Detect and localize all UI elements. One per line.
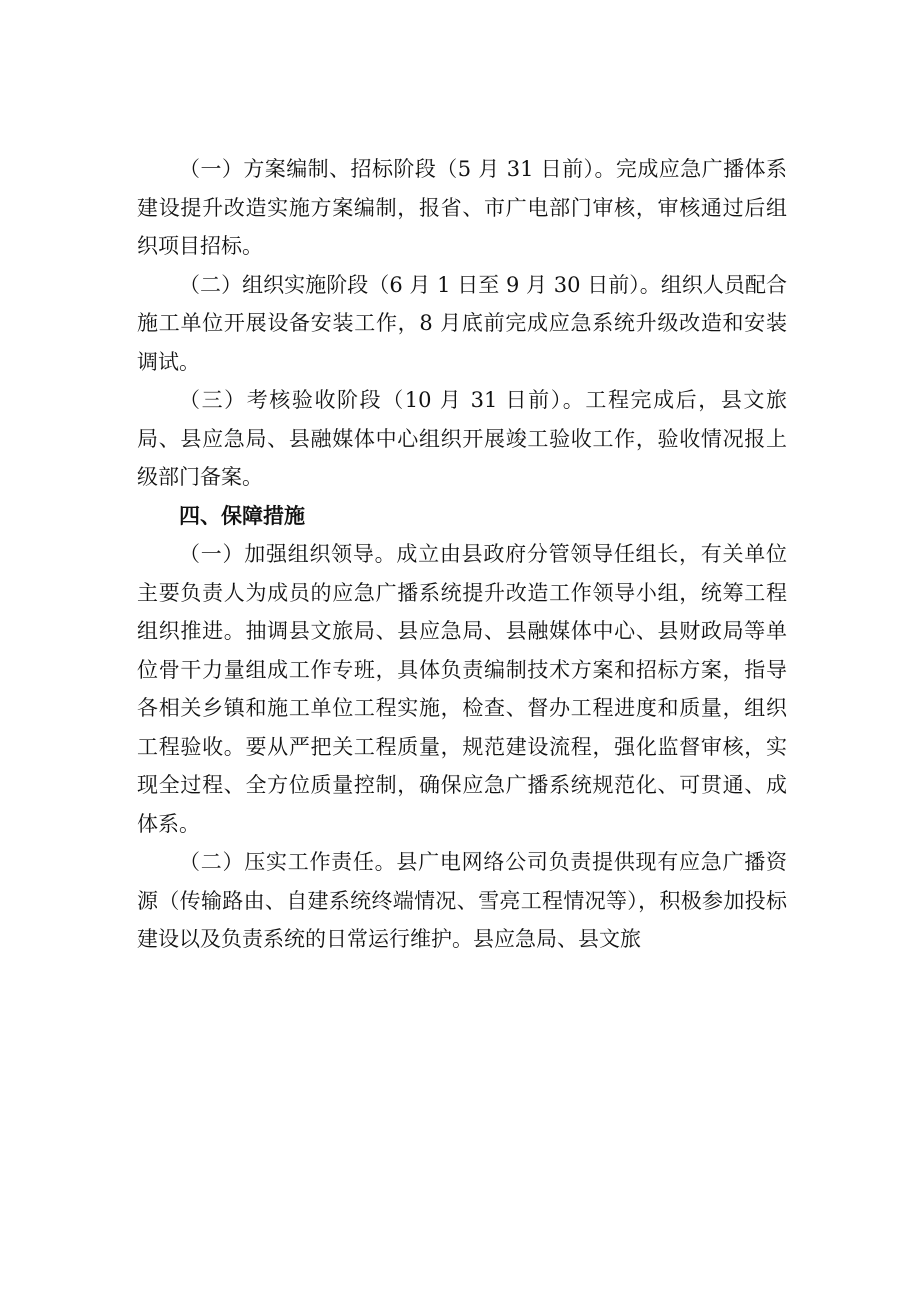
paragraph-stage-one: （一）方案编制、招标阶段（5 月 31 日前）。完成应急广播体系建设提升改造实施方案编制，报省、市广电部门审核，审核通过后组织项目招标。 [137,157,787,258]
paragraph-responsibility: （二）压实工作责任。县广电网络公司负责提供现有应急广播资源（传输路由、自建系统终端情况、雪亮工程情况等），积极参加投标建设以及负责系统的日常运行维护。县应急局、县文旅 [137,850,787,951]
document-body [137,150,787,959]
section-heading: 四、保障措施 [179,503,305,528]
paragraph-leadership: （一）加强组织领导。成立由县政府分管领导任组长，有关单位主要负责人为成员的应急广播系统提升改造工作领导小组，统筹工程组织推进。抽调县文旅局、县应急局、县融媒体中心、县财政局等单位骨干力量组成工作专班，具体负责编制技术方案和招标方案，指导各相关乡镇和施工单位工程实施，检查、督办工程进度和质量，组织工程验收。要从严把关工程质量，规范建设流程，强化监督审核，实现全过程、全方位质量控制，确保应急广播系统规范化、可贯通、成体系。 [137,542,787,836]
paragraph-stage-three: （三）考核验收阶段（10 月 31 日前）。工程完成后，县文旅局、县应急局、县融媒体中心组织开展竣工验收工作，验收情况报上级部门备案。 [137,388,787,489]
paragraph-stage-two: （二）组织实施阶段（6 月 1 日至 9 月 30 日前）。组织人员配合施工单位开展设备安装工作，8 月底前完成应急系统升级改造和安装调试。 [137,272,787,374]
